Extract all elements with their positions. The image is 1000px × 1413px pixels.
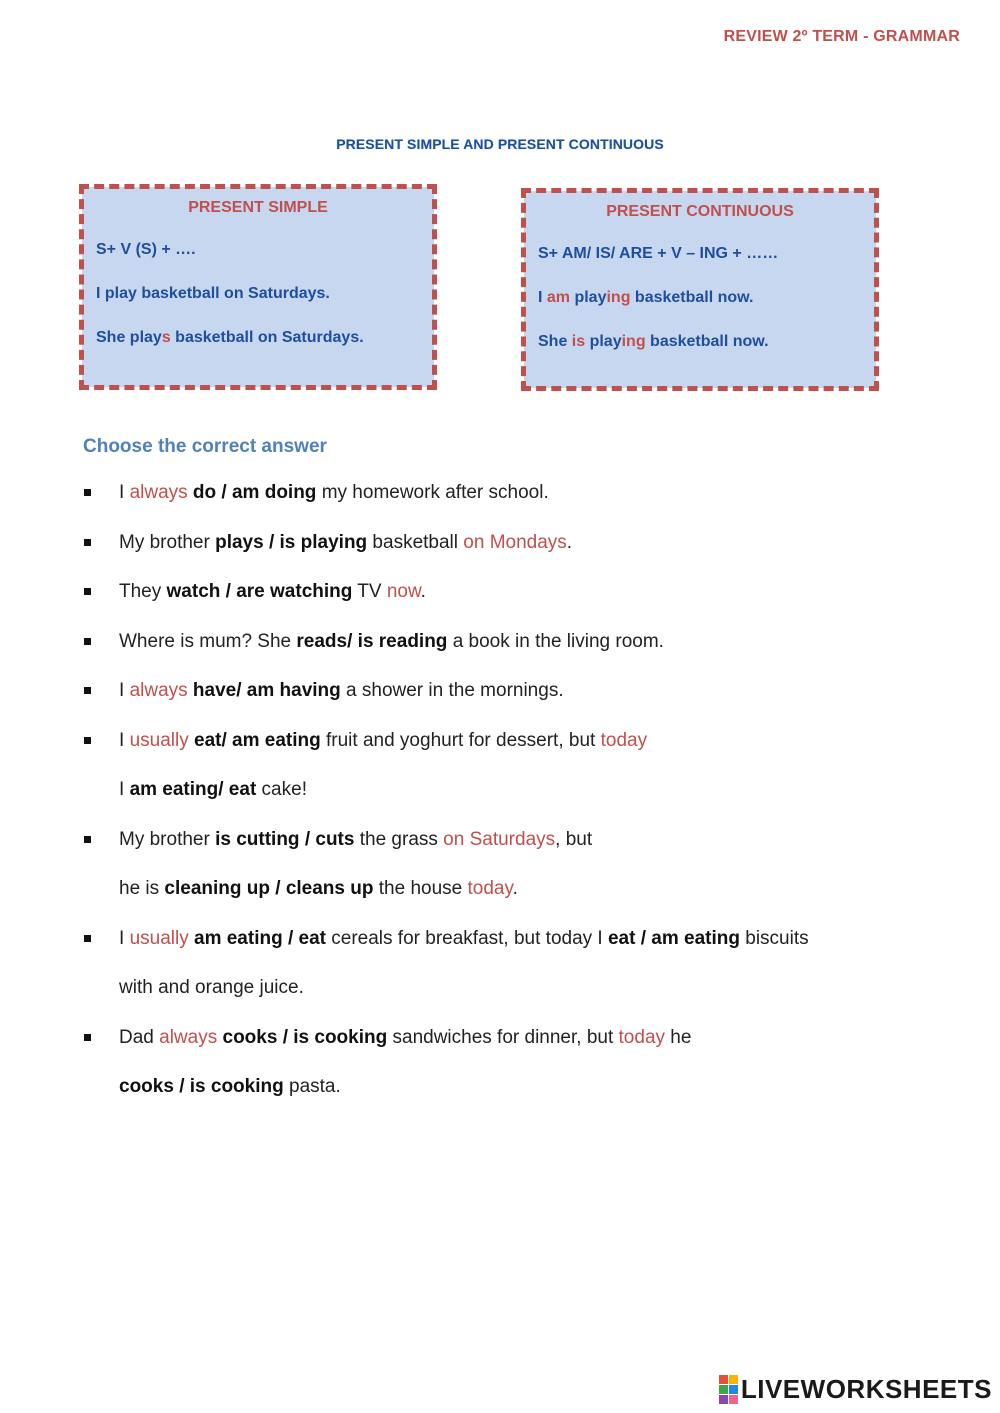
example-text: play [585,333,622,350]
example-text: She [538,333,572,350]
bullet-icon [84,836,91,843]
time-expression: always [129,680,188,701]
exercise-sentence [119,775,307,805]
highlight-text: ing [606,289,631,306]
logo-square [729,1395,738,1404]
exercise-sentence [119,726,647,756]
exercise-item-continuation [84,775,964,825]
answer-options: cooks / is cooking [222,1026,388,1048]
exercise-item-continuation [84,874,964,924]
sentence-text: cereals for breakfast, but today I [326,927,608,949]
sentence-text: basketball [367,531,464,553]
exercise-sentence [119,825,592,855]
exercise-item [84,1023,964,1073]
sentence-text: . [512,878,518,899]
exercise-item-continuation [84,973,964,1023]
sentence-text: Where is mum? She [119,630,297,652]
example-text: basketball now. [630,289,754,306]
highlight-text: am [546,289,571,306]
exercise-sentence [119,528,572,558]
answer-options: watch / are watching [166,581,353,602]
time-expression: today [600,729,648,751]
present-simple-example-2 [96,329,434,347]
present-continuous-formula: S+ AM/ IS/ ARE + V – ING + …… [538,245,779,262]
sentence-text: a book in the living room. [447,630,664,652]
exercise-item [84,627,964,677]
time-expression: now [386,581,421,602]
sentence-text: cake! [256,779,307,800]
answer-options: cleaning up / cleans up [164,878,374,899]
present-simple-title: PRESENT SIMPLE [188,199,328,216]
answer-options: do / am doing [192,482,317,503]
sentence-text: They [119,581,167,602]
answer-options: cooks / is cooking [119,1076,284,1097]
sentence-text: with and orange juice. [119,977,304,998]
sentence-text: Dad [119,1026,160,1048]
sentence-text: . [566,531,573,553]
sentence-text: the house [373,878,468,899]
exercise-item [84,676,964,726]
exercise-sentence [119,627,664,657]
time-expression: today [467,878,513,899]
sentence-text: TV [352,581,387,602]
sentence-text: , but [555,828,593,850]
exercise-sentence [119,577,426,607]
present-simple-box [82,187,434,387]
exercise-sentence [119,924,809,954]
answer-options: have/ am having [192,680,341,701]
liveworksheets-logo [719,1374,992,1405]
example-text: I [538,289,547,306]
exercise-list [84,478,964,1122]
bullet-icon [84,1034,91,1041]
bullet-icon [84,687,91,694]
bullet-icon [84,737,91,744]
sentence-text: he [665,1026,692,1048]
logo-square [719,1385,728,1394]
time-expression: always [129,482,188,503]
sentence-text: I [119,729,130,751]
time-expression: today [618,1026,666,1048]
exercise-item [84,528,964,578]
highlight-text: ing [621,333,646,350]
highlight-text: s [161,329,171,346]
sentence-text: sandwiches for dinner, but [387,1026,619,1048]
exercise-sentence [119,973,304,1003]
time-expression: always [159,1026,218,1048]
exercise-item [84,478,964,528]
example-text: She play [96,329,162,346]
present-simple-example-1: I play basketball on Saturdays. [96,285,330,302]
exercise-item [84,825,964,875]
exercise-item [84,924,964,974]
logo-square [729,1385,738,1394]
example-text: play [570,289,607,306]
sentence-text: he is [119,878,165,899]
exercise-item [84,577,964,627]
exercise-sentence [119,478,549,508]
answer-options: eat/ am eating [194,729,321,751]
answer-options: am eating / eat [194,927,326,949]
present-continuous-example-1 [538,289,876,307]
sentence-text: I [119,779,130,800]
bullet-icon [84,588,91,595]
exercise-item-continuation [84,1072,964,1122]
sentence-text: My brother [119,531,216,553]
answer-options: is cutting / cuts [215,828,355,850]
exercise-title: Choose the correct answer [83,436,327,457]
example-text: basketball now. [645,333,769,350]
page-title: PRESENT SIMPLE AND PRESENT CONTINUOUS [336,136,664,152]
sentence-text: I [119,482,130,503]
sentence-text: . [420,581,426,602]
answer-options: am eating/ eat [129,779,257,800]
present-continuous-box [524,191,876,388]
sentence-text: the grass [354,828,444,850]
present-continuous-title: PRESENT CONTINUOUS [606,203,794,220]
logo-square [719,1395,728,1404]
answer-options: plays / is playing [215,531,368,553]
sentence-text: my homework after school. [316,482,549,503]
bullet-icon [84,638,91,645]
exercise-item [84,726,964,776]
bullet-icon [84,935,91,942]
example-text: basketball on Saturdays. [170,329,364,346]
answer-options: eat / am eating [607,927,740,949]
sentence-text: My brother [119,828,216,850]
present-continuous-example-2 [538,333,876,351]
sentence-text: biscuits [739,927,809,949]
time-expression: on Mondays [463,531,567,553]
present-simple-formula: S+ V (S) + …. [96,241,196,258]
highlight-text: is [571,333,586,350]
time-expression: usually [129,729,189,751]
sentence-text: fruit and yoghurt for dessert, but [320,729,601,751]
exercise-sentence [119,1072,341,1102]
logo-text: LIVEWORKSHEETS [740,1374,992,1404]
time-expression: on Saturdays [443,828,556,850]
sentence-text: a shower in the mornings. [340,680,564,701]
logo-square [719,1375,728,1384]
sentence-text: I [119,680,130,701]
answer-options: reads/ is reading [296,630,448,652]
header-tag: REVIEW 2º TERM - GRAMMAR [723,28,960,45]
bullet-icon [84,489,91,496]
logo-icon [719,1375,738,1404]
time-expression: usually [129,927,189,949]
logo-square [729,1375,738,1384]
exercise-sentence [119,1023,691,1053]
exercise-sentence [119,874,518,904]
exercise-sentence [119,676,564,706]
sentence-text: pasta. [283,1076,341,1097]
bullet-icon [84,539,91,546]
sentence-text: I [119,927,130,949]
